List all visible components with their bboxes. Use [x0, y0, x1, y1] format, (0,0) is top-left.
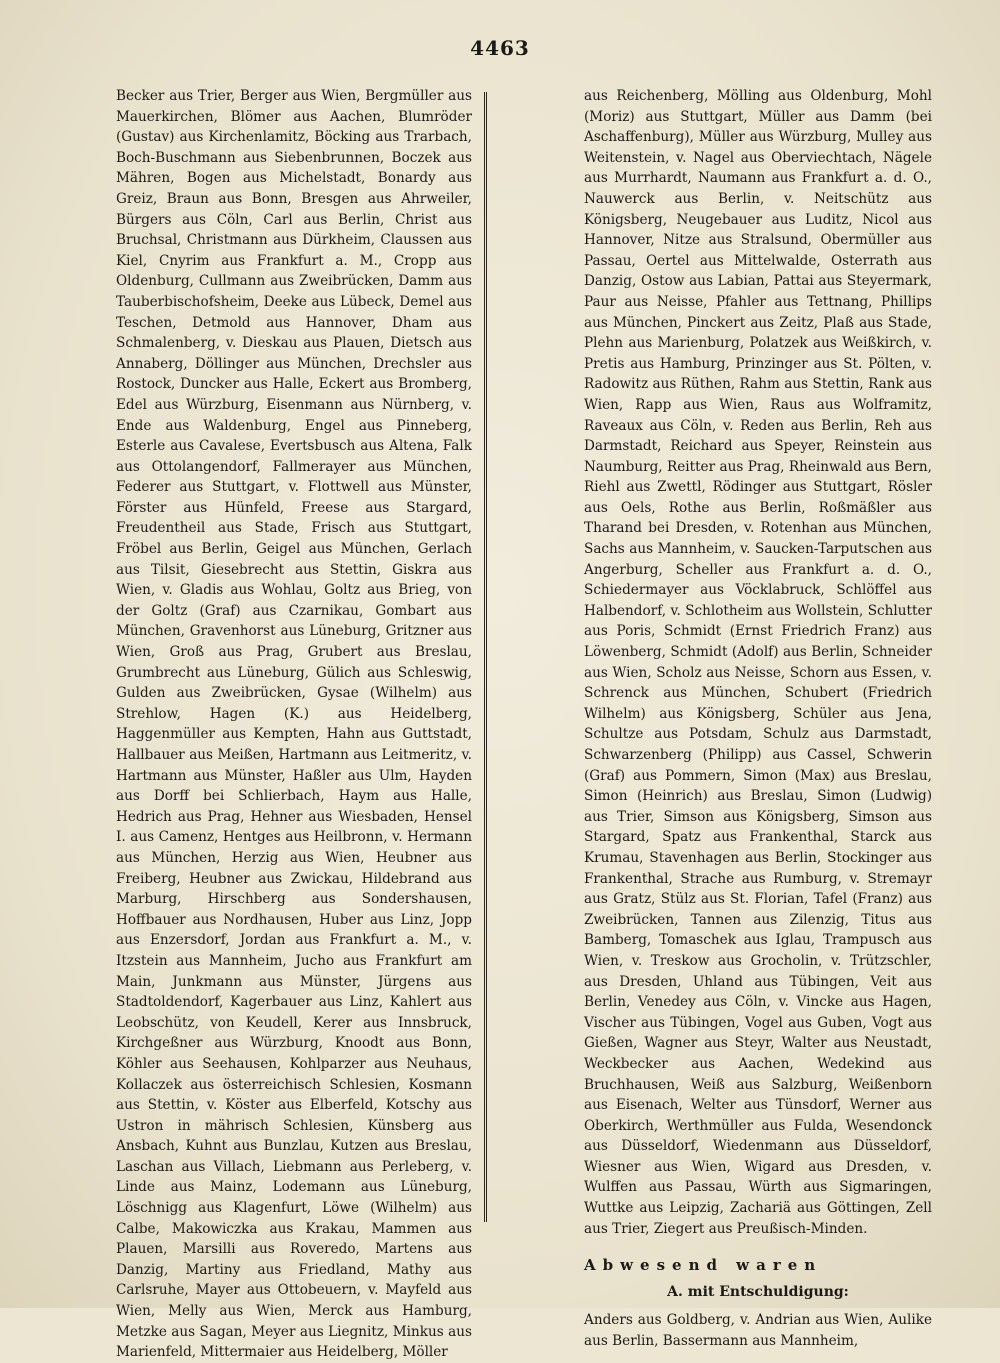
right-column — [584, 86, 932, 1352]
subheading: A. mit Entschuldigung: — [667, 1283, 849, 1300]
right-column-text: aus Reichenberg, Mölling aus Oldenburg, Mohl (Moriz) aus Stuttgart, Müller aus Damm (bei Aschaffenburg), Müller aus Würzburg, Mulley aus Weitenstein, v. Nagel aus Oberviechtach, Nägele aus Murrhardt, Naumann aus Frankfurt a. d. O., Nauwerck aus Berlin, v. Neitschütz aus Königsberg, Neugebauer aus Luditz, Nicol aus Hannover, Nitze aus Stralsund, Obermüller aus Passau, Oertel aus Mittelwalde, Osterrath aus Danzig, Ostow aus Labian, Pattai aus Steyermark, Paur aus Neisse, Pfahler aus Tettnang, Phillips aus München, Pinckert aus Zeitz, Plaß aus Stade, Plehn aus Marienburg, Polatzek aus Weißkirch, v. Pretis aus Hamburg, Prinzinger aus St. Pölten, v. Radowitz aus Rüthen, Rahm aus Stettin, Rank aus Wien, Rapp aus Wien, Raus aus Wolframitz, Raveaux aus Cöln, v. Reden aus Berlin, Reh aus Darmstadt, Reichard aus Speyer, Reinstein aus Naumburg, Reitter aus Prag, Rheinwald aus Bern, Riehl aus Zwettl, Rödinger aus Stuttgart, Rösler aus Oels, Rothe aus Berlin, Roßmäßler aus Tharand bei Dresden, v. Rotenhan aus München, Sachs aus Mannheim, v. Saucken-Tarputschen aus Angerburg, Scheller aus Frankfurt a. d. O., Schiedermayer aus Vöcklabruck, Schlöffel aus Halbendorf, v. Schlotheim aus Wollstein, Schlutter aus Poris, Schmidt (Ernst Friedrich Franz) aus Löwenberg, Schmidt (Adolf) aus Berlin, Schneider aus Wien, Scholz aus Neisse, Schorn aus Essen, v. Schrenck aus München, Schubert (Friedrich Wilhelm) aus Königsberg, Schüler aus Jena, Schultze aus Potsdam, Schulz aus Darmstadt, Schwarzenberg (Philipp) aus Cassel, Schwerin (Graf) aus Pommern, Simon (Max) aus Breslau, Simon (Heinrich) aus Breslau, Simon (Ludwig) aus Trier, Simson aus Königsberg, Simson aus Stargard, Spatz aus Frankenthal, Starck aus Krumau, Stavenhagen aus Berlin, Stockinger aus Frankenthal, Strache aus Rumburg, v. Stremayr aus Gratz, Stülz aus St. Florian, Tafel (Franz) aus Zweibrücken, Tannen aus Zilenzig, Titus aus Bamberg, Tomaschek aus Iglau, Trampusch aus Wien, v. Treskow aus Grocholin, v. Trützschler, aus Dresden, Uhland aus Tübingen, Veit aus Berlin, Venedey aus Cöln, v. Vincke aus Hagen, Vischer aus Tübingen, Vogel aus Guben, Vogt aus Gießen, Wagner aus Steyr, Walter aus Neustadt, Weckbecker aus Aachen, Wedekind aus Bruchhausen, Weiß aus Salzburg, Weißenborn aus Eisenach, Welter aus Tünsdorf, Werner aus Oberkirch, Werthmüller aus Fulda, Wesendonck aus Düsseldorf, Wiedenmann aus Düsseldorf, Wiesner aus Wien, Wigard aus Dresden, v. Wulffen aus Passau, Würth aus Sigmaringen, Wuttke aus Leipzig, Zachariä aus Göttingen, Zell aus Trier, Ziegert aus Preußisch-Minden. — [584, 88, 932, 1237]
section-heading: Abwesend waren — [584, 1256, 823, 1275]
left-column — [116, 86, 472, 1363]
after-subheading-text: Anders aus Goldberg, v. Andrian aus Wien, Aulike aus Berlin, Bassermann aus Mannheim, — [584, 1312, 932, 1350]
left-column-text: Becker aus Trier, Berger aus Wien, Bergmüller aus Mauerkirchen, Blömer aus Aachen, Blumröder (Gustav) aus Kirchenlamitz, Böcking aus Trarbach, Boch-Buschmann aus Siebenbrunnen, Boczek aus Mähren, Bogen aus Michelstadt, Bonardy aus Greiz, Braun aus Bonn, Bresgen aus Ahrweiler, Bürgers aus Cöln, Carl aus Berlin, Christ aus Bruchsal, Christmann aus Dürkheim, Claussen aus Kiel, Cnyrim aus Frankfurt a. M., Cropp aus Oldenburg, Cullmann aus Zweibrücken, Damm aus Tauberbischofsheim, Deeke aus Lübeck, Demel aus Teschen, Detmold aus Hannover, Dham aus Schmalenberg, v. Dieskau aus Plauen, Dietsch aus Annaberg, Döllinger aus München, Drechsler aus Rostock, Duncker aus Halle, Eckert aus Bromberg, Edel aus Würzburg, Eisenmann aus Nürnberg, v. Ende aus Waldenburg, Engel aus Pinneberg, Esterle aus Cavalese, Evertsbusch aus Altena, Falk aus Ottolangendorf, Fallmerayer aus München, Federer aus Stuttgart, v. Flottwell aus Münster, Förster aus Hünfeld, Freese aus Stargard, Freudentheil aus Stade, Frisch aus Stuttgart, Fröbel aus Berlin, Geigel aus München, Gerlach aus Tilsit, Giesebrecht aus Stettin, Giskra aus Wien, v. Gladis aus Wohlau, Goltz aus Brieg, von der Goltz (Graf) aus Czarnikau, Gombart aus München, Gravenhorst aus Lüneburg, Gritzner aus Wien, Groß aus Prag, Grubert aus Breslau, Grumbrecht aus Lüneburg, Gülich aus Schleswig, Gulden aus Zweibrücken, Gysae (Wilhelm) aus Strehlow, Hagen (K.) aus Heidelberg, Haggenmüller aus Kempten, Hahn aus Guttstadt, Hallbauer aus Meißen, Hartmann aus Leitmeritz, v. Hartmann aus Münster, Haßler aus Ulm, Hayden aus Dorff bei Schlierbach, Haym aus Halle, Hedrich aus Prag, Hehner aus Wiesbaden, Hensel I. aus Camenz, Hentges aus Heilbronn, v. Hermann aus München, Herzig aus Wien, Heubner aus Freiberg, Heubner aus Zwickau, Hildebrand aus Marburg, Hirschberg aus Sondershausen, Hoffbauer aus Nordhausen, Huber aus Linz, Jopp aus Enzersdorf, Jordan aus Frankfurt a. M., v. Itzstein aus Mannheim, Jucho aus Frankfurt am Main, Junkmann aus Münster, Jürgens aus Stadtoldendorf, Kagerbauer aus Linz, Kahlert aus Leobschütz, von Keudell, Kerer aus Innsbruck, Kirchgeßner aus Würzburg, Knoodt aus Bonn, Köhler aus Seehausen, Kohlparzer aus Neuhaus, Kollaczek aus österreichisch Schlesien, Kosmann aus Stettin, v. Köster aus Elberfeld, Kotschy aus Ustron in mährisch Schlesien, Künsberg aus Ansbach, Kuhnt aus Bunzlau, Kutzen aus Breslau, Laschan aus Villach, Liebmann aus Perleberg, v. Linde aus Mainz, Lodemann aus Lüneburg, Löschnigg aus Klagenfurt, Löwe (Wilhelm) aus Calbe, Makowiczka aus Krakau, Mammen aus Plauen, Marsilli aus Roveredo, Martens aus Danzig, Martiny aus Friedland, Mathy aus Carlsruhe, Mayer aus Ottobeuern, v. Mayfeld aus Wien, Melly aus Wien, Merck aus Hamburg, Metzke aus Sagan, Meyer aus Liegnitz, Minkus aus Marienfeld, Mittermaier aus Heidelberg, Möller — [116, 88, 472, 1361]
column-divider — [484, 92, 487, 1222]
page-number: 4463 — [470, 36, 530, 60]
